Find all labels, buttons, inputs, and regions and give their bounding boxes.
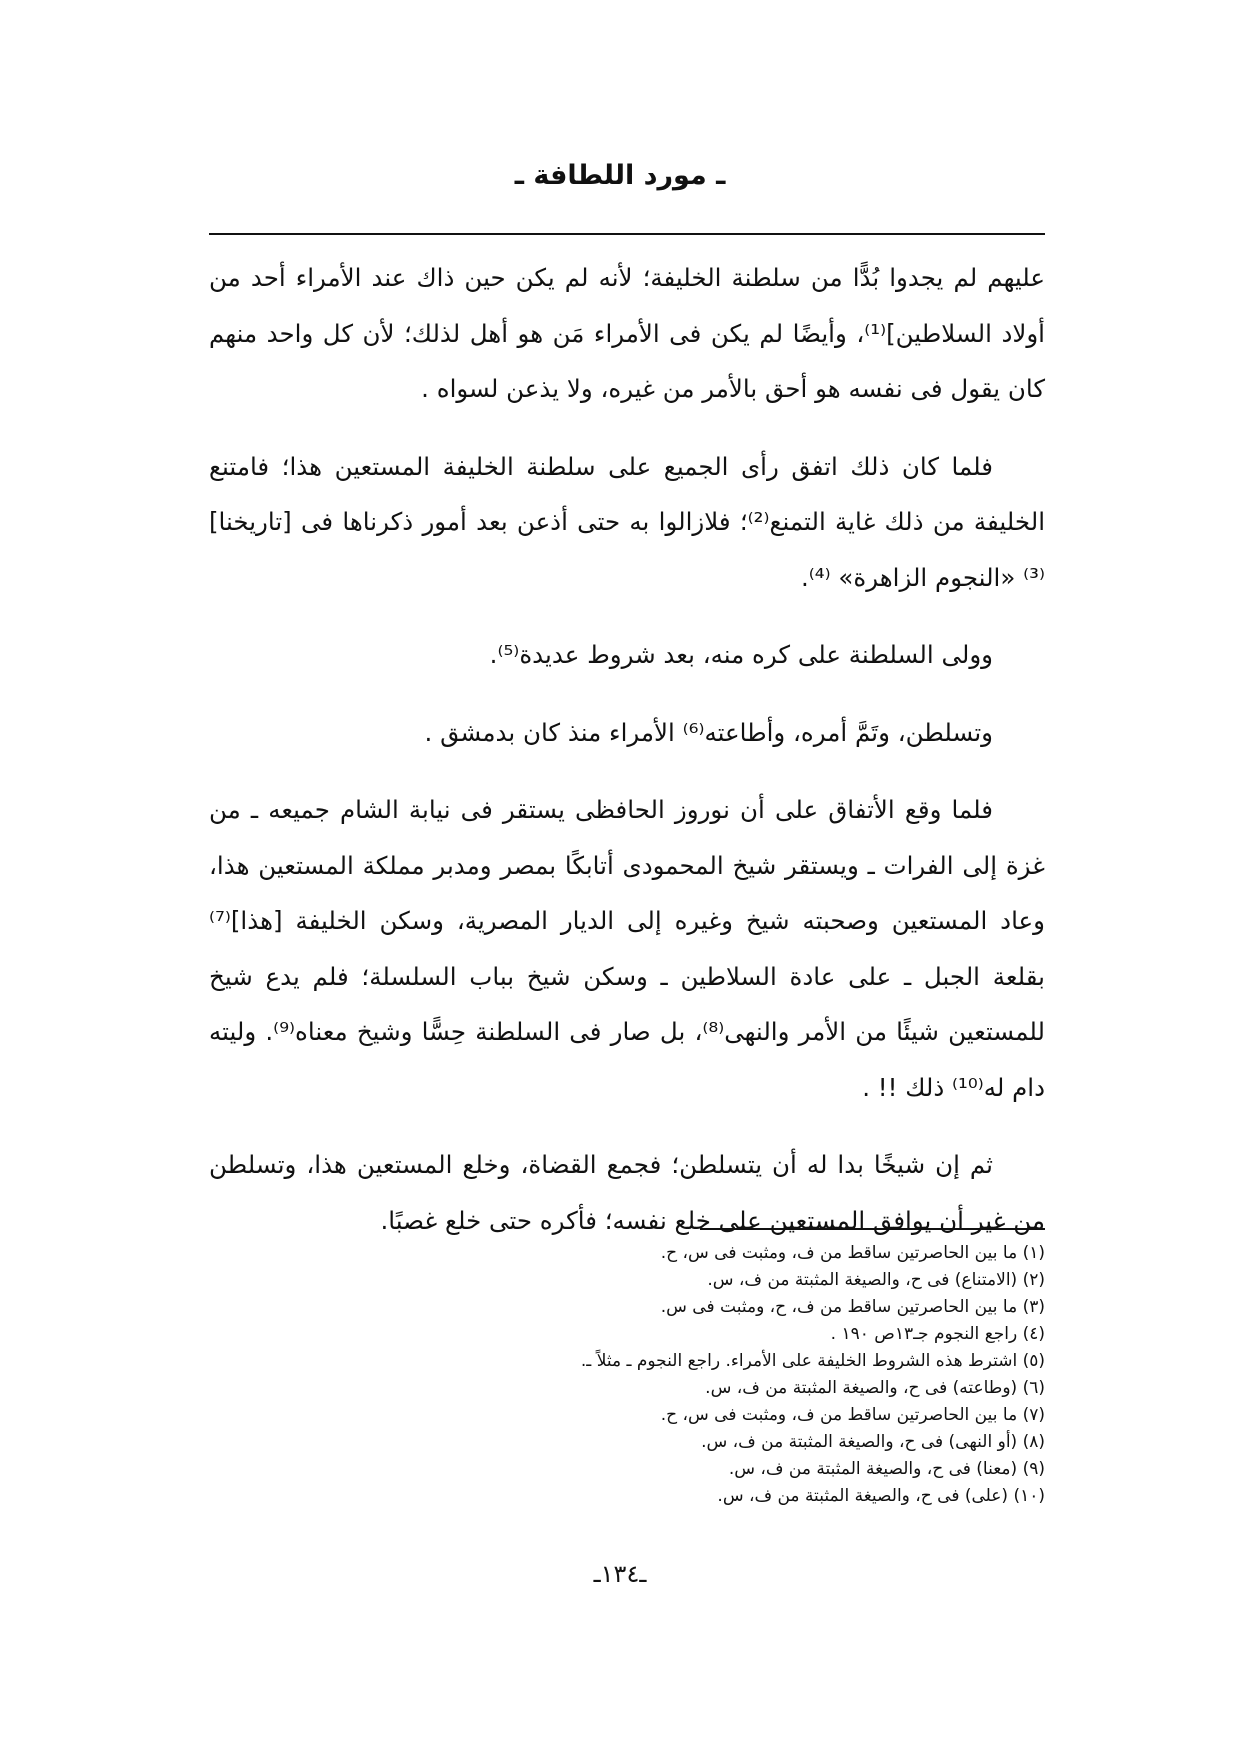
body-text: [209, 250, 1045, 1248]
footnote-4: (٤) راجع النجوم جـ١٣ص ١٩٠ .: [830, 1324, 1045, 1344]
footnote-2: (٢) (الامتناع) فى ح، والصيغة المثبتة من ف، س.: [707, 1270, 1045, 1290]
footnote-10: (١٠) (على) فى ح، والصيغة المثبتة من ف، س.: [717, 1486, 1045, 1506]
paragraph-5: فلما وقع الأتفاق على أن نوروز الحافظى يستقر فى نيابة الشام جميعه ـ من غزة إلى الفرات ـ ويستقر شيخ المحمودى أتابكًا بمصر ومدبر مملكة المستعين هذا، وعاد المستعين وصحبته شيخ وغيره إلى الديار المصرية، وسكن الخليفة [هذا]⁽⁷⁾ بقلعة الجبل ـ على عادة السلاطين ـ وسكن شيخ بباب السلسلة؛ فلم يدع شيخ للمستعين شيئًا من الأمر والنهى⁽⁸⁾، بل صار فى السلطنة حِسًّا وشيخ معناه⁽⁹⁾. وليته دام له⁽¹⁰⁾ ذلك !! .: [209, 795, 1045, 1102]
footnote-9: (٩) (معنا) فى ح، والصيغة المثبتة من ف، س.: [728, 1459, 1045, 1479]
footnote-7: (٧) ما بين الحاصرتين ساقط من ف، ومثبت فى س، ح.: [660, 1405, 1045, 1425]
footnote-8: (٨) (أو النهى) فى ح، والصيغة المثبتة من ف، س.: [701, 1432, 1045, 1452]
paragraph-6: ثم إن شيخًا بدا له أن يتسلطن؛ فجمع القضاة، وخلع المستعين هذا، وتسلطن من غير أن يوافق المستعين على خلع نفسه؛ فأكره حتى خلع غصبًا.: [209, 1150, 1045, 1235]
footnote-1: (١) ما بين الحاصرتين ساقط من ف، ومثبت فى س، ح.: [660, 1243, 1045, 1263]
footnote-rule: [700, 1228, 1045, 1230]
paragraph-4: وتسلطن، وتَمَّ أمره، وأطاعته⁽⁶⁾ الأمراء منذ كان بدمشق .: [424, 717, 993, 747]
paragraph-1: عليهم لم يجدوا بُدًّا من سلطنة الخليفة؛ لأنه لم يكن حين ذاك عند الأمراء أحد من أولاد السلاطين]⁽¹⁾، وأيضًا لم يكن فى الأمراء مَن هو أهل لذلك؛ لأن كل واحد منهم كان يقول فى نفسه هو أحق بالأمر من غيره، ولا يذعن لسواه .: [209, 263, 1045, 403]
footnote-6: (٦) (وطاعته) فى ح، والصيغة المثبتة من ف، س.: [705, 1378, 1045, 1398]
running-header: ـ مورد اللطافة ـ: [514, 160, 726, 191]
page-number: ـ١٣٤ـ: [593, 1560, 647, 1588]
paragraph-2: فلما كان ذلك اتفق رأى الجميع على سلطنة الخليفة المستعين هذا؛ فامتنع الخليفة من ذلك غاية التمنع⁽²⁾؛ فلازالوا به حتى أذعن بعد أمور ذكرناها فى [تاريخنا]⁽³⁾ «النجوم الزاهرة» ⁽⁴⁾.: [209, 451, 1046, 592]
footnote-5: (٥) اشترط هذه الشروط الخليفة على الأمراء. راجع النجوم ـ مثلاً ـ.: [580, 1351, 1045, 1371]
footnote-3: (٣) ما بين الحاصرتين ساقط من ف، ح، ومثبت فى س.: [660, 1297, 1045, 1317]
header-rule: [209, 233, 1045, 235]
footnotes: [445, 1240, 1045, 1510]
paragraph-3: وولى السلطنة على كره منه، بعد شروط عديدة⁽⁵⁾.: [489, 640, 993, 669]
